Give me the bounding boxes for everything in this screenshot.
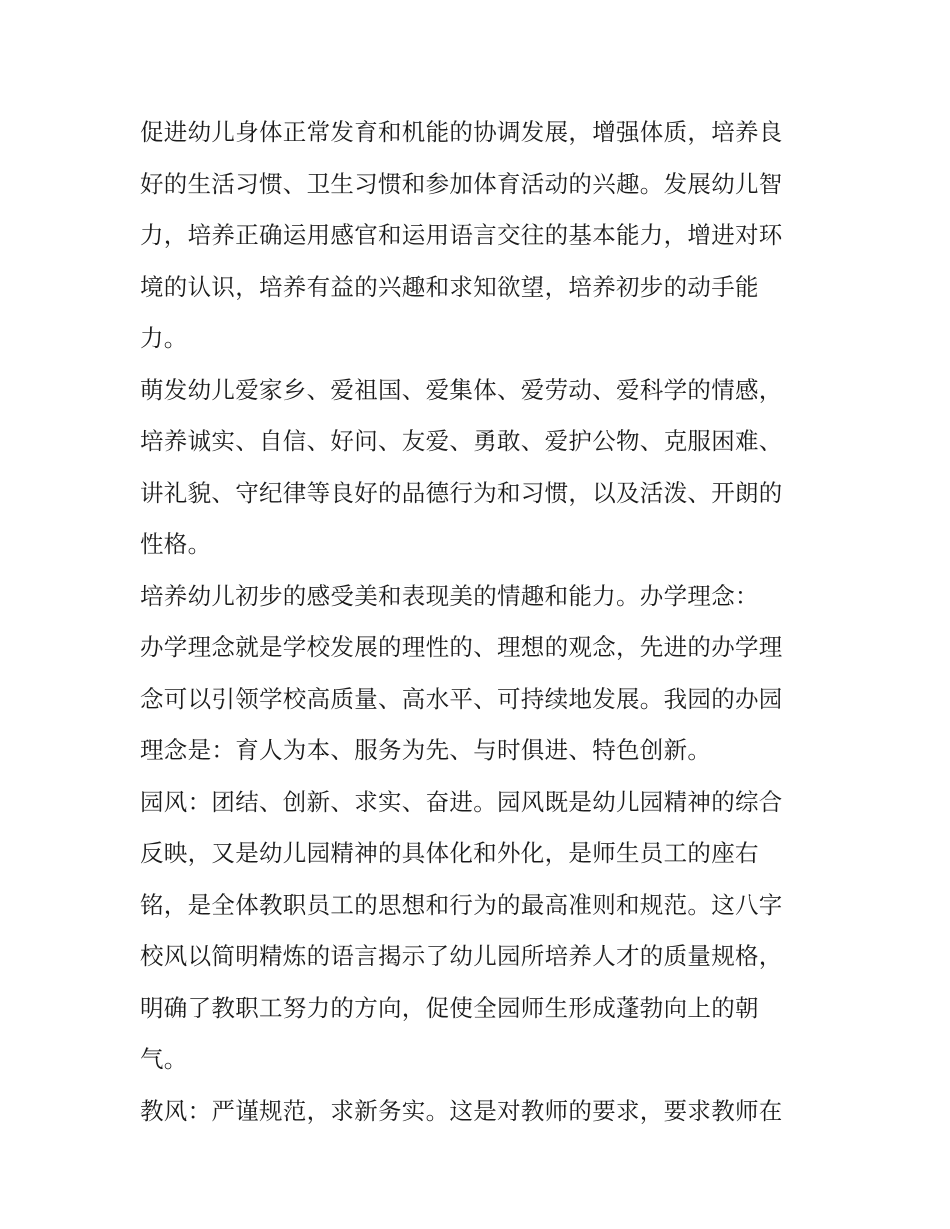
text-line: 力，培养正确运用感官和运用语言交往的基本能力，增进对环 [140, 221, 783, 249]
text-line: 萌发幼儿爱家乡、爱祖国、爱集体、爱劳动、爱科学的情感， [140, 375, 783, 404]
text-line: 气。 [140, 1045, 188, 1073]
text-line: 好的生活习惯、卫生习惯和参加体育活动的兴趣。发展幼儿智 [140, 169, 783, 198]
text-line: 力。 [140, 324, 188, 352]
text-line: 培养诚实、自信、好问、友爱、勇敢、爱护公物、克服困难、 [140, 427, 783, 455]
text-line: 铭，是全体教职员工的思想和行为的最高准则和规范。这八字 [140, 890, 783, 919]
text-line: 促进幼儿身体正常发育和机能的协调发展，增强体质，培养良 [140, 118, 783, 146]
text-line: 培养幼儿初步的感受美和表现美的情趣和能力。办学理念： [140, 581, 759, 610]
text-line: 念可以引领学校高质量、高水平、可持续地发展。我园的办园 [140, 684, 783, 713]
text-line: 园风：团结、创新、求实、奋进。园风既是幼儿园精神的综合 [140, 787, 783, 816]
text-line: 校风以简明精炼的语言揭示了幼儿园所培养人才的质量规格， [140, 942, 783, 970]
text-line: 教风：严谨规范，求新务实。这是对教师的要求，要求教师在 [140, 1096, 783, 1125]
text-line: 讲礼貌、守纪律等良好的品德行为和习惯，以及活泼、开朗的 [140, 478, 783, 507]
document-body [140, 107, 815, 1137]
text-line: 反映，又是幼儿园精神的具体化和外化，是师生员工的座右 [140, 839, 759, 867]
text-line: 明确了教职工努力的方向，促使全园师生形成蓬勃向上的朝 [140, 993, 759, 1022]
text-line: 境的认识，培养有益的兴趣和求知欲望，培养初步的动手能 [140, 272, 759, 301]
text-line: 理念是：育人为本、服务为先、与时俱进、特色创新。 [140, 736, 712, 764]
text-line: 办学理念就是学校发展的理性的、理想的观念，先进的办学理 [140, 633, 783, 661]
text-line: 性格。 [140, 530, 212, 558]
